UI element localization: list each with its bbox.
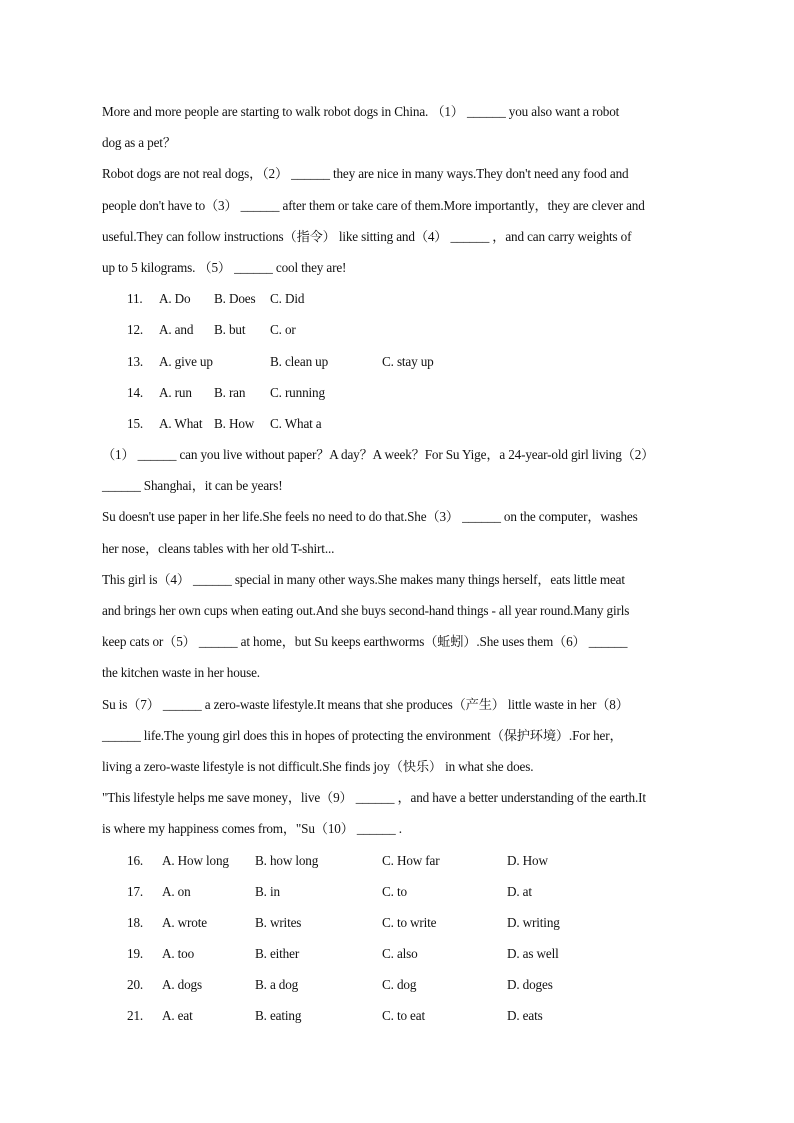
passage-line: up to 5 kilograms. （5） ______ cool they are! — [102, 259, 347, 275]
question-number: 11. — [127, 291, 143, 307]
option-c: C. dog — [382, 977, 417, 993]
question-number: 17. — [127, 883, 144, 899]
passage-line: her nose，cleans tables with her old T-shirt... — [102, 540, 335, 556]
question-item — [102, 845, 702, 876]
option-b: B. how long — [255, 852, 319, 868]
passage-line: people don't have to（3） ______ after them or take care of them.More importantly，they are clever and — [102, 197, 645, 213]
option-c: C. What a — [270, 415, 322, 431]
option-c: C. stay up — [382, 353, 434, 369]
option-b: B. either — [255, 946, 300, 962]
question-number: 20. — [127, 977, 144, 993]
question-item — [102, 907, 702, 938]
option-d: D. at — [507, 883, 532, 899]
worksheet-page — [102, 96, 702, 1032]
passage-robot-dogs — [102, 96, 702, 283]
option-d: D. eats — [507, 1008, 543, 1024]
passage-line: keep cats or（5） ______ at home，but Su keeps earthworms（蚯蚓）.She uses them（6） ______ — [102, 634, 628, 650]
question-number: 14. — [127, 384, 144, 400]
question-item — [102, 314, 702, 345]
passage-line: living a zero-waste lifestyle is not difficult.She finds joy（快乐） in what she does. — [102, 758, 534, 774]
passage-line: More and more people are starting to walk robot dogs in China. （1） ______ you also want a robot — [102, 104, 620, 119]
option-c: C. running — [270, 384, 325, 400]
option-a: A. How long — [162, 852, 229, 868]
option-b: B. in — [255, 883, 280, 899]
passage-line: the kitchen waste in her house. — [102, 665, 260, 681]
passage-line: Robot dogs are not real dogs，（2） ______ they are nice in many ways.They don't need any food and — [102, 166, 629, 182]
passage-line: "This lifestyle helps me save money，live（9） ______ ，and have a better understanding of the earth.It — [102, 790, 646, 806]
passage-line: （1） ______ can you live without paper？A day？A week？For Su Yige，a 24-year-old girl living（2） — [102, 447, 655, 463]
question-item — [102, 876, 702, 907]
passage-line: Su doesn't use paper in her life.She feels no need to do that.She（3） ______ on the computer，washes — [102, 509, 638, 525]
option-a: A. wrote — [162, 914, 207, 930]
question-number: 16. — [127, 852, 144, 868]
option-c: C. also — [382, 946, 418, 962]
option-a: A. on — [162, 883, 191, 899]
option-b: B. clean up — [270, 353, 329, 369]
question-item — [102, 408, 702, 439]
passage-line: ______ life.The young girl does this in hopes of protecting the environment（保护环境）.For her， — [102, 727, 623, 743]
option-a: A. dogs — [162, 977, 202, 993]
passage-line: dog as a pet？ — [102, 135, 176, 151]
option-d: D. writing — [507, 914, 560, 930]
question-item — [102, 377, 702, 408]
question-item — [102, 346, 702, 377]
option-a: A. and — [159, 322, 194, 338]
option-c: C. How far — [382, 852, 440, 868]
question-number: 18. — [127, 914, 144, 930]
question-number: 21. — [127, 1008, 144, 1024]
option-c: C. to eat — [382, 1008, 425, 1024]
question-number: 15. — [127, 415, 144, 431]
question-item — [102, 969, 702, 1000]
passage-line: and brings her own cups when eating out.And she buys second-hand things - all year round.Many girls — [102, 603, 630, 618]
passage-zero-waste — [102, 439, 702, 844]
passage-line: ______ Shanghai，it can be years! — [102, 478, 283, 494]
question-number: 12. — [127, 322, 144, 338]
question-number: 13. — [127, 353, 144, 369]
option-a: A. eat — [162, 1008, 193, 1024]
option-a: A. Do — [159, 291, 191, 307]
passage-line: is where my happiness comes from，"Su（10） ______ . — [102, 821, 402, 837]
option-b: B. but — [214, 322, 246, 338]
question-number: 19. — [127, 946, 144, 962]
option-d: D. as well — [507, 946, 559, 962]
option-b: B. How — [214, 415, 255, 431]
question-item — [102, 1000, 702, 1031]
option-a: A. too — [162, 946, 195, 962]
question-item — [102, 938, 702, 969]
option-b: B. eating — [255, 1008, 302, 1024]
option-c: C. to write — [382, 914, 437, 930]
option-a: A. give up — [159, 353, 213, 369]
option-c: C. to — [382, 883, 407, 899]
passage-line: This girl is（4） ______ special in many other ways.She makes many things herself，eats little meat — [102, 571, 625, 587]
option-b: B. a dog — [255, 977, 299, 993]
passage-line: useful.They can follow instructions（指令） like sitting and（4） ______ ，and can carry weights of — [102, 228, 632, 244]
option-a: A. run — [159, 384, 192, 400]
question-item — [102, 283, 702, 314]
option-d: D. doges — [507, 977, 553, 993]
option-d: D. How — [507, 852, 548, 868]
option-c: C. Did — [270, 291, 305, 307]
option-b: B. writes — [255, 914, 302, 930]
option-b: B. ran — [214, 384, 246, 400]
question-list-11-15 — [102, 283, 702, 439]
option-b: B. Does — [214, 291, 256, 307]
option-c: C. or — [270, 322, 296, 338]
passage-line: Su is（7） ______ a zero-waste lifestyle.It means that she produces（产生） little waste in her（8） — [102, 696, 629, 712]
option-a: A. What — [159, 415, 203, 431]
question-list-16-21 — [102, 845, 702, 1032]
